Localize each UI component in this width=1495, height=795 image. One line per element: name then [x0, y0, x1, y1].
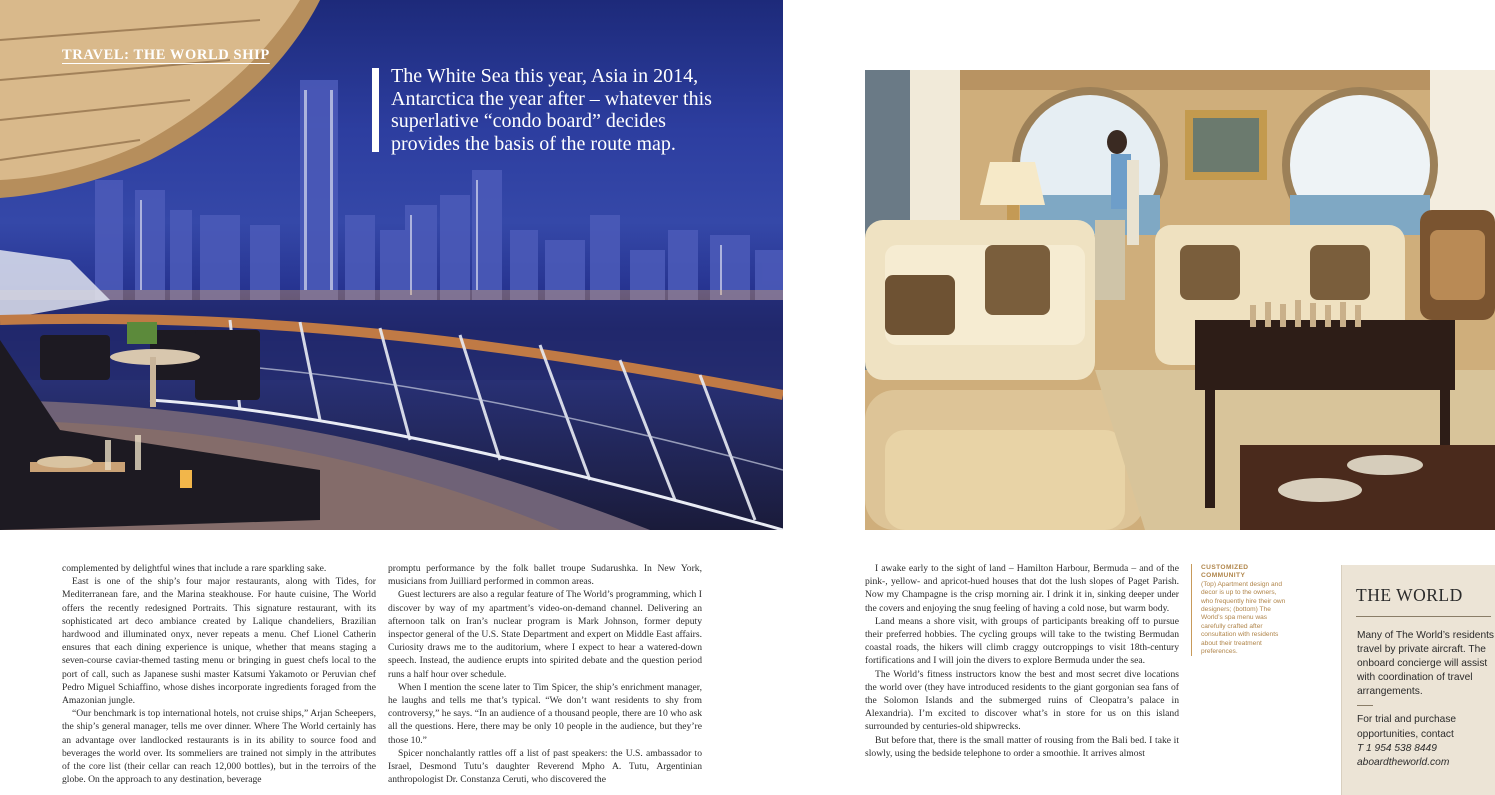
section-label: TRAVEL: THE WORLD SHIP — [62, 47, 270, 63]
column-3-paragraph: But before that, there is the small matter of rousing from the Bali bed. I take it slowly, using the bedside telephone to order a smoothie. It arrives almost — [865, 734, 1179, 759]
column-1-paragraph: East is one of the ship’s four major restaurants, along with Tides, for Mediterranean fare, and the Marina steakhouse. For haute cuisine, The World offers the recently redesigned Portraits. This signature restaurant, with its sophisticated art deco ambiance created by Lalique chandeliers, Brazilian hardwood and illuminated onyx, never repeats a menu. Chef Lionel Catherin ensures that each dining experience is unique, whether that means staging a seven-course caviar-themed tasting menu or bringing in guest chefs local to the port of call, such as Japanese sushi master Katsumi Yakamoto or Peruvian chef Pedro Miguel Schiaffino, whose dishes incorporate ingredients foraged from the Amazonian jungle. — [62, 576, 376, 707]
sidebar-phone: T 1 954 538 8449 — [1357, 742, 1437, 754]
apartment-interior-photo — [865, 70, 1495, 530]
column-1-paragraph: complemented by delightful wines that include a rare sparkling sake. — [62, 563, 327, 574]
photo-right-illustration — [865, 70, 1495, 530]
sidebar-title: THE WORLD — [1356, 585, 1463, 605]
sidebar-contact-intro: For trial and purchase opportunities, contact — [1357, 714, 1457, 740]
column-2-paragraph: When I mention the scene later to Tim Spicer, the ship’s enrichment manager, he laughs and tells me that’s typical. “We don’t want residents to shy from controversy,” he says. “In an audience of a thousand people, there are 10 who ask all the questions. Here, there may be only 10 people in the audience, but they’re those 10.” — [388, 681, 702, 746]
column-2-paragraph: Spicer nonchalantly rattles off a list of past speakers: the U.S. ambassador to Israel, Desmond Tutu’s daughter Reverend Mpho A. Tutu, Argentinian anthropologist Dr. Constanza Ceruti, who discovered the — [388, 747, 702, 786]
sidebar-body-wrap — [1357, 629, 1495, 770]
column-1-paragraph: “Our benchmark is top international hotels, not cruise ships,” Arjan Scheepers, the ship’s general manager, tells me over dinner. Where The World certainly has an advantage over landlocked restaurants is in its ability to source food and beverages the world over. Its sommeliers are trained not simply in the attributes of the core list (their cellar can reach 12,000 bottles), but in the terroirs of the globe. On the approach to any destination, beverage — [62, 708, 376, 786]
sidebar-short-rule — [1357, 705, 1373, 706]
pull-quote-bar — [372, 68, 379, 152]
column-2-paragraph: promptu performance by the folk ballet troupe Sudarushka. In New York, musicians from Juilliard performed in common areas. — [388, 563, 702, 588]
body-column-3 — [865, 562, 1179, 795]
column-3-paragraph: The World’s fitness instructors know the best and most secret dive locations the world over (they have introduced residents to the giant gorgonian sea fans of the Solomon Islands and the submerged ruins of Cleopatra’s palace in Alexandria). I’m excited to discover what’s in store for us on this island surrounded by centuries-old shipwrecks. — [865, 668, 1179, 733]
caption-text: (Top) Apartment design and decor is up to the owners, who frequently hire their own designers; (bottom) The World’s spa menu was carefully crafted after consultation with residents about their treatment preferences. — [1201, 580, 1286, 656]
sidebar-body: Many of The World’s residents travel by private aircraft. The onboard concierge will assist with coordination of travel arrangements. — [1357, 630, 1495, 698]
caption-title: CUSTOMIZED COMMUNITY — [1201, 564, 1249, 580]
body-column-1 — [62, 562, 376, 795]
column-2-paragraph: Guest lecturers are also a regular feature of The World’s programming, which I discover by way of my apartment’s video-on-demand channel. Delivering an afternoon talk on Iran’s nuclear program is Mark Johnson, former deputy inspector general of the U.S. State Department and expert on Middle East affairs. Curiosity draws me to the auditorium, where I expect to hear a watered-down speech. Instead, the audience erupts into spirited debate and the question period runs a half hour over schedule. — [388, 589, 702, 680]
the-world-sidebar — [1341, 565, 1495, 795]
column-3-paragraph: Land means a shore visit, with groups of participants breaking off to pursue their preferred hobbies. The cycling groups will take to the twisting Bermudan coastal roads, the hikers will climb craggy outcroppings to visit 18th-century fortifications and I will join the divers to explore Bermuda under the sea. — [865, 615, 1179, 667]
sidebar-website-link[interactable]: aboardtheworld.com — [1357, 756, 1450, 768]
column-3-paragraph: I awake early to the sight of land – Hamilton Harbour, Bermuda – and of the pink-, yellow- and apricot-hued houses that dot the lush slopes of Paget Parish. Now my Champagne is the crisp morning air. I drink it in, sinking deeper under the covers and enjoying the snug feeling of having a cold nose, but warm body. — [865, 563, 1179, 614]
photo-caption — [1191, 564, 1287, 656]
pull-quote: The White Sea this year, Asia in 2014, Antarctica the year after – whatever this superlative “condo board” decides provides the basis of the route map. — [391, 65, 712, 155]
body-column-2 — [388, 562, 702, 795]
sidebar-divider — [1356, 616, 1491, 617]
